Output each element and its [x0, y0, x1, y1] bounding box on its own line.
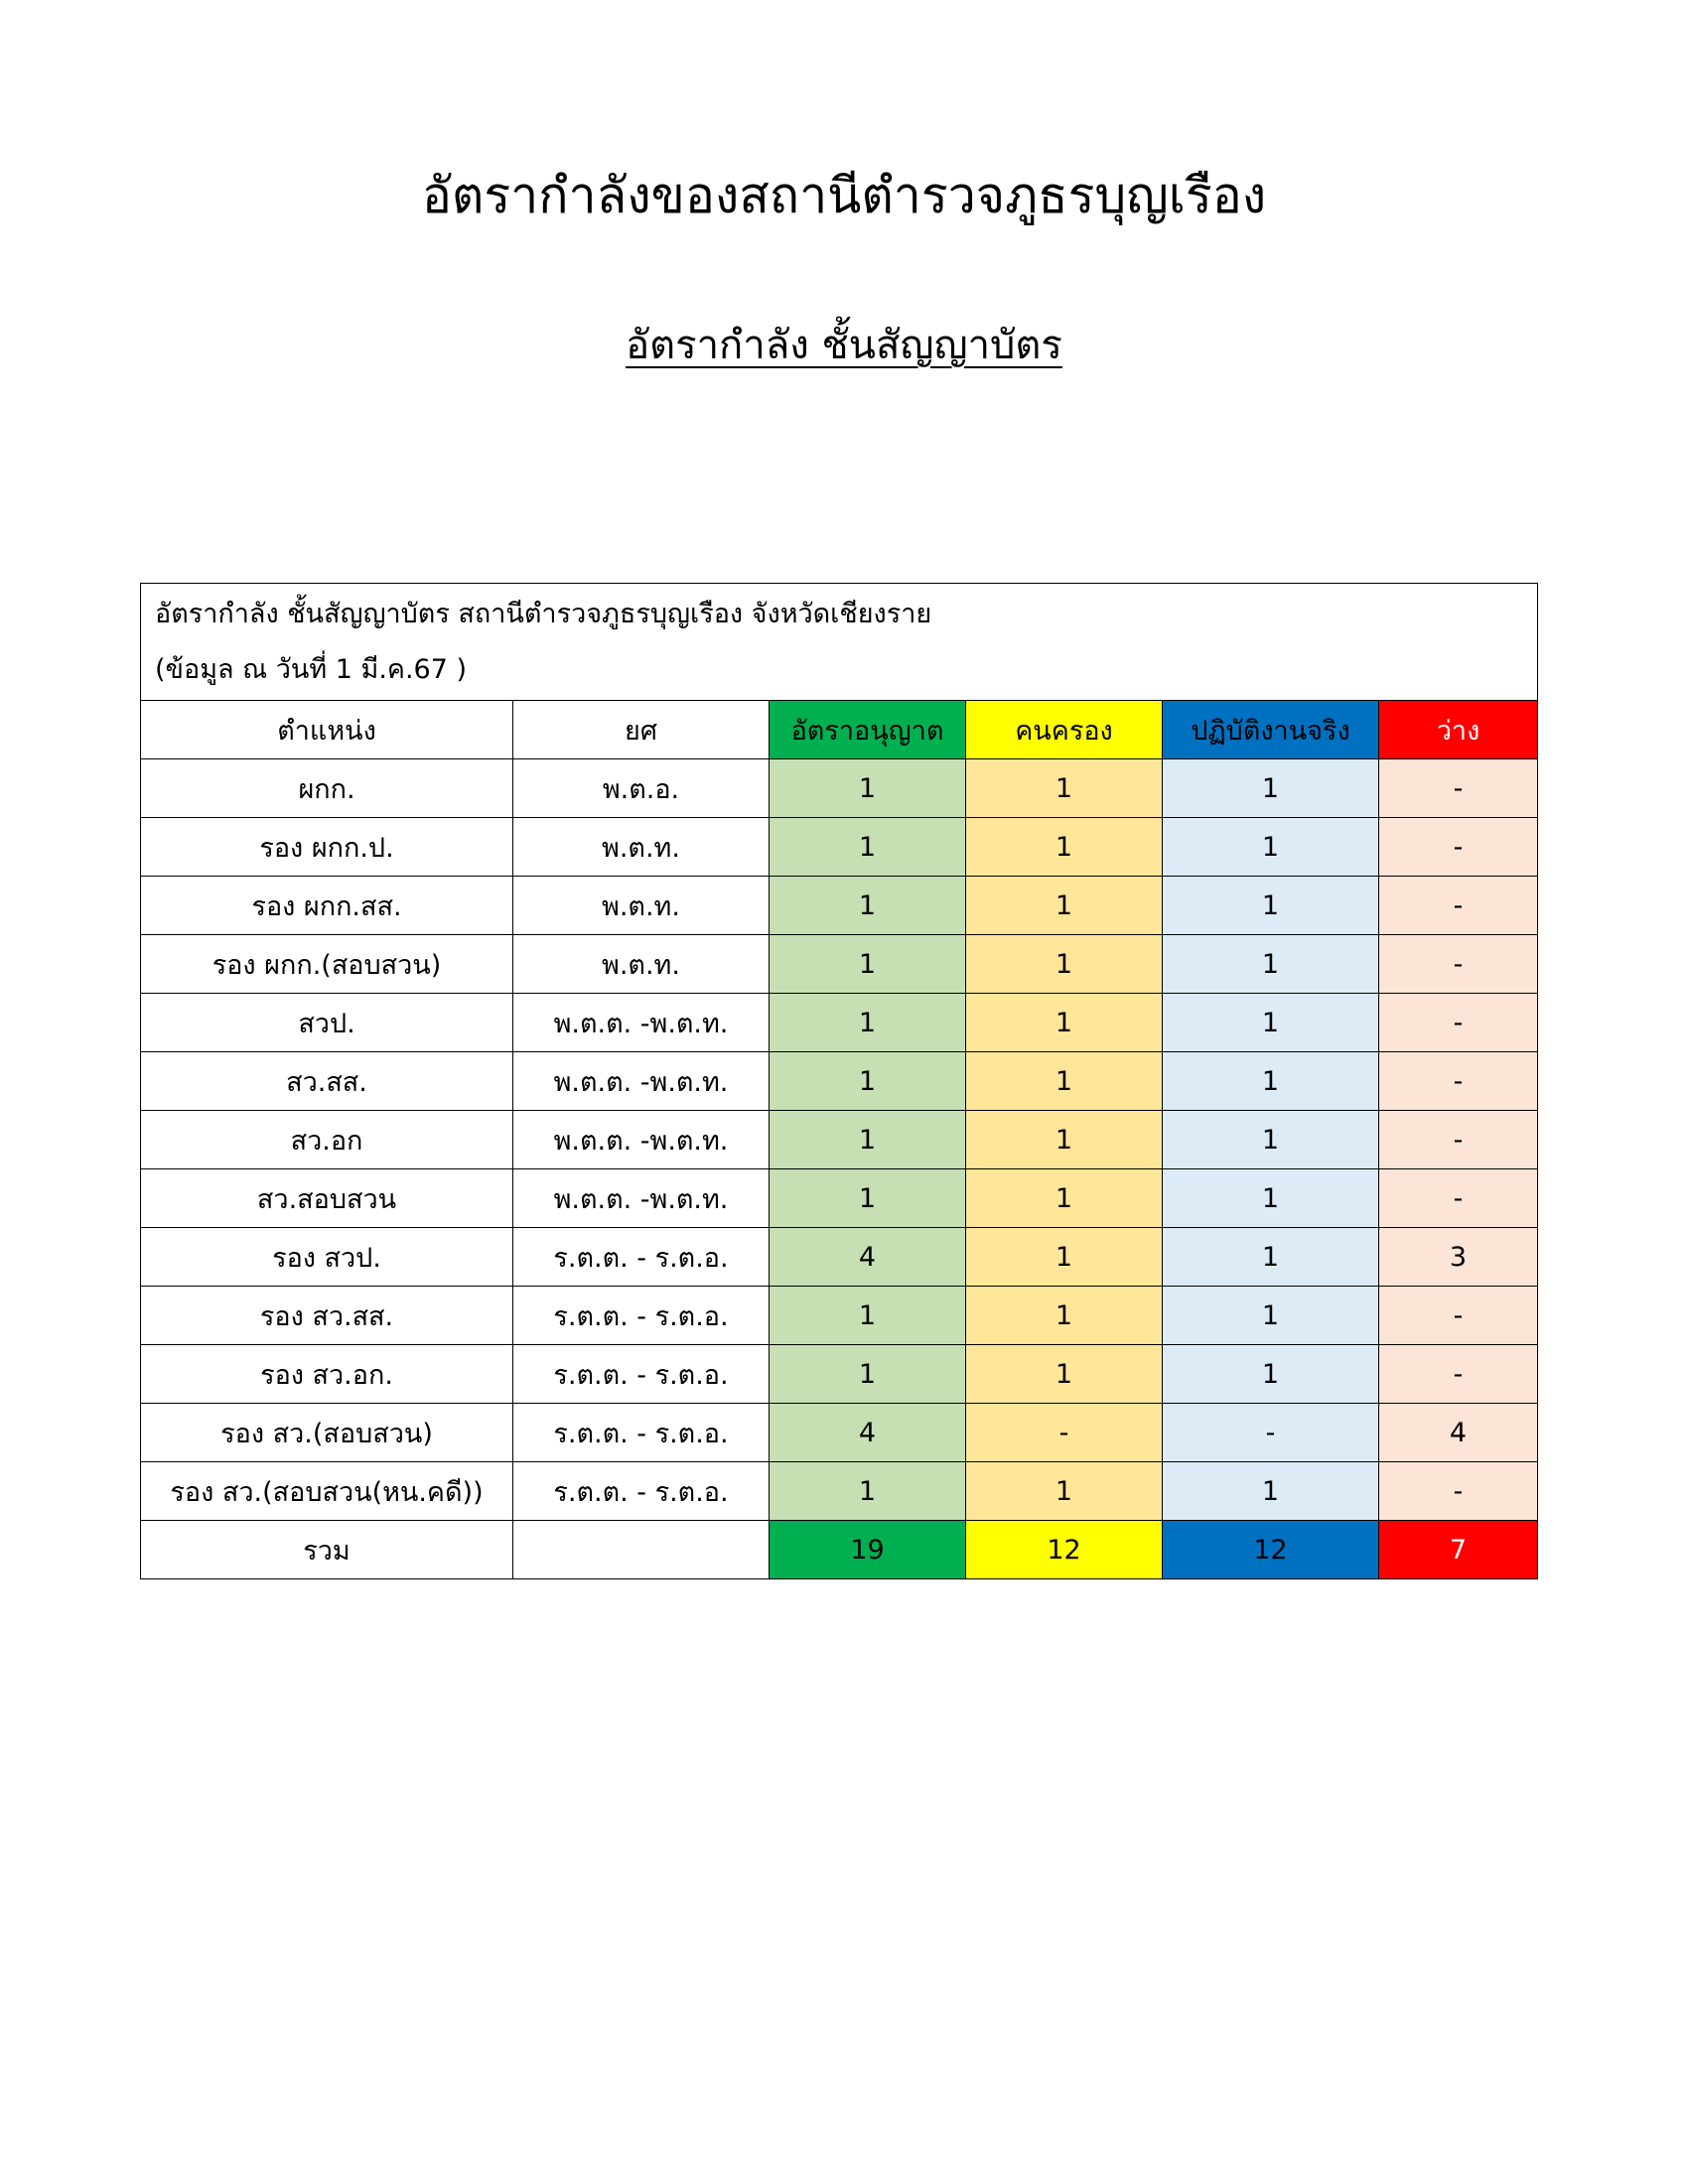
cell-actual: 1: [1163, 1052, 1379, 1111]
total-authorized: 19: [770, 1521, 966, 1579]
table-row: [141, 1287, 1538, 1345]
cell-vacant: -: [1379, 994, 1538, 1052]
cell-vacant: -: [1379, 1345, 1538, 1404]
cell-position: รอง สว.(สอบสวน): [141, 1404, 513, 1462]
total-label: รวม: [141, 1521, 513, 1579]
total-rank: [513, 1521, 770, 1579]
table-row: [141, 1052, 1538, 1111]
cell-vacant: -: [1379, 1169, 1538, 1228]
cell-authorized: 4: [770, 1228, 966, 1287]
cell-occupied: 1: [966, 1287, 1163, 1345]
cell-position: รอง สว.(สอบสวน(หน.คดี)): [141, 1462, 513, 1521]
table-row: [141, 1404, 1538, 1462]
cell-authorized: 1: [770, 1052, 966, 1111]
table-caption-row: [141, 584, 1538, 701]
cell-authorized: 1: [770, 994, 966, 1052]
table-row: [141, 759, 1538, 818]
cell-position: รอง สว.สส.: [141, 1287, 513, 1345]
cell-authorized: 1: [770, 935, 966, 994]
cell-rank: พ.ต.ท.: [513, 877, 770, 935]
cell-authorized: 1: [770, 759, 966, 818]
cell-occupied: 1: [966, 994, 1163, 1052]
table-header-row: [141, 701, 1538, 759]
table-row: [141, 877, 1538, 935]
table-body: [141, 759, 1538, 1579]
document-title: อัตรากำลังของสถานีตำรวจภูธรบุญเรือง: [421, 167, 1267, 224]
cell-actual: 1: [1163, 1462, 1379, 1521]
cell-actual: 1: [1163, 1169, 1379, 1228]
cell-actual: 1: [1163, 1345, 1379, 1404]
header-rank: ยศ: [513, 701, 770, 759]
cell-position: สว.อก: [141, 1111, 513, 1169]
cell-rank: พ.ต.ท.: [513, 935, 770, 994]
cell-occupied: 1: [966, 935, 1163, 994]
cell-position: สวป.: [141, 994, 513, 1052]
header-actual: ปฏิบัติงานจริง: [1163, 701, 1379, 759]
table-caption-title: อัตรากำลัง ชั้นสัญญาบัตร สถานีตำรวจภูธรบุญเรือง จังหวัดเชียงราย: [155, 598, 932, 629]
cell-vacant: -: [1379, 1111, 1538, 1169]
cell-vacant: -: [1379, 818, 1538, 877]
cell-actual: 1: [1163, 994, 1379, 1052]
cell-actual: 1: [1163, 877, 1379, 935]
cell-actual: 1: [1163, 1111, 1379, 1169]
cell-position: รอง ผกก.(สอบสวน): [141, 935, 513, 994]
cell-vacant: -: [1379, 877, 1538, 935]
cell-rank: ร.ต.ต. - ร.ต.อ.: [513, 1404, 770, 1462]
cell-occupied: 1: [966, 818, 1163, 877]
cell-position: สว.สส.: [141, 1052, 513, 1111]
table-row: [141, 994, 1538, 1052]
cell-occupied: 1: [966, 1052, 1163, 1111]
table-row: [141, 1345, 1538, 1404]
cell-vacant: -: [1379, 1287, 1538, 1345]
cell-occupied: 1: [966, 1111, 1163, 1169]
cell-occupied: 1: [966, 1169, 1163, 1228]
cell-occupied: 1: [966, 1345, 1163, 1404]
cell-authorized: 1: [770, 1111, 966, 1169]
cell-vacant: -: [1379, 935, 1538, 994]
cell-actual: -: [1163, 1404, 1379, 1462]
cell-rank: พ.ต.ต. -พ.ต.ท.: [513, 1169, 770, 1228]
cell-occupied: 1: [966, 759, 1163, 818]
table-caption: [141, 584, 1538, 701]
document-subtitle-wrapper: [0, 316, 1688, 375]
cell-occupied: 1: [966, 1462, 1163, 1521]
table-row: [141, 1228, 1538, 1287]
cell-rank: พ.ต.อ.: [513, 759, 770, 818]
cell-vacant: -: [1379, 1462, 1538, 1521]
cell-authorized: 1: [770, 1169, 966, 1228]
header-occupied: คนครอง: [966, 701, 1163, 759]
cell-actual: 1: [1163, 1228, 1379, 1287]
table-total-row: [141, 1521, 1538, 1579]
cell-position: รอง สว.อก.: [141, 1345, 513, 1404]
cell-authorized: 1: [770, 818, 966, 877]
table-row: [141, 935, 1538, 994]
table-row: [141, 1111, 1538, 1169]
cell-rank: ร.ต.ต. - ร.ต.อ.: [513, 1287, 770, 1345]
cell-rank: พ.ต.ต. -พ.ต.ท.: [513, 1052, 770, 1111]
cell-authorized: 1: [770, 1462, 966, 1521]
table-caption-date: (ข้อมูล ณ วันที่ 1 มี.ค.67 ): [155, 653, 468, 685]
cell-actual: 1: [1163, 818, 1379, 877]
table-row: [141, 1462, 1538, 1521]
cell-occupied: -: [966, 1404, 1163, 1462]
table-row: [141, 818, 1538, 877]
total-vacant: 7: [1379, 1521, 1538, 1579]
cell-rank: ร.ต.ต. - ร.ต.อ.: [513, 1462, 770, 1521]
cell-authorized: 1: [770, 877, 966, 935]
cell-position: รอง ผกก.ป.: [141, 818, 513, 877]
header-authorized: อัตราอนุญาต: [770, 701, 966, 759]
cell-authorized: 1: [770, 1345, 966, 1404]
cell-vacant: -: [1379, 759, 1538, 818]
cell-actual: 1: [1163, 1287, 1379, 1345]
cell-position: รอง สวป.: [141, 1228, 513, 1287]
cell-actual: 1: [1163, 759, 1379, 818]
cell-actual: 1: [1163, 935, 1379, 994]
cell-position: ผกก.: [141, 759, 513, 818]
cell-rank: ร.ต.ต. - ร.ต.อ.: [513, 1345, 770, 1404]
cell-occupied: 1: [966, 877, 1163, 935]
cell-occupied: 1: [966, 1228, 1163, 1287]
header-vacant: ว่าง: [1379, 701, 1538, 759]
cell-vacant: 3: [1379, 1228, 1538, 1287]
cell-rank: พ.ต.ต. -พ.ต.ท.: [513, 1111, 770, 1169]
cell-rank: พ.ต.ท.: [513, 818, 770, 877]
table-row: [141, 1169, 1538, 1228]
document-subtitle: อัตรากำลัง ชั้นสัญญาบัตร: [626, 323, 1062, 368]
cell-authorized: 1: [770, 1287, 966, 1345]
cell-position: รอง ผกก.สส.: [141, 877, 513, 935]
cell-position: สว.สอบสวน: [141, 1169, 513, 1228]
staffing-table: [140, 583, 1538, 1579]
cell-vacant: -: [1379, 1052, 1538, 1111]
cell-authorized: 4: [770, 1404, 966, 1462]
total-occupied: 12: [966, 1521, 1163, 1579]
cell-rank: ร.ต.ต. - ร.ต.อ.: [513, 1228, 770, 1287]
cell-rank: พ.ต.ต. -พ.ต.ท.: [513, 994, 770, 1052]
cell-vacant: 4: [1379, 1404, 1538, 1462]
total-actual: 12: [1163, 1521, 1379, 1579]
header-position: ตำแหน่ง: [141, 701, 513, 759]
